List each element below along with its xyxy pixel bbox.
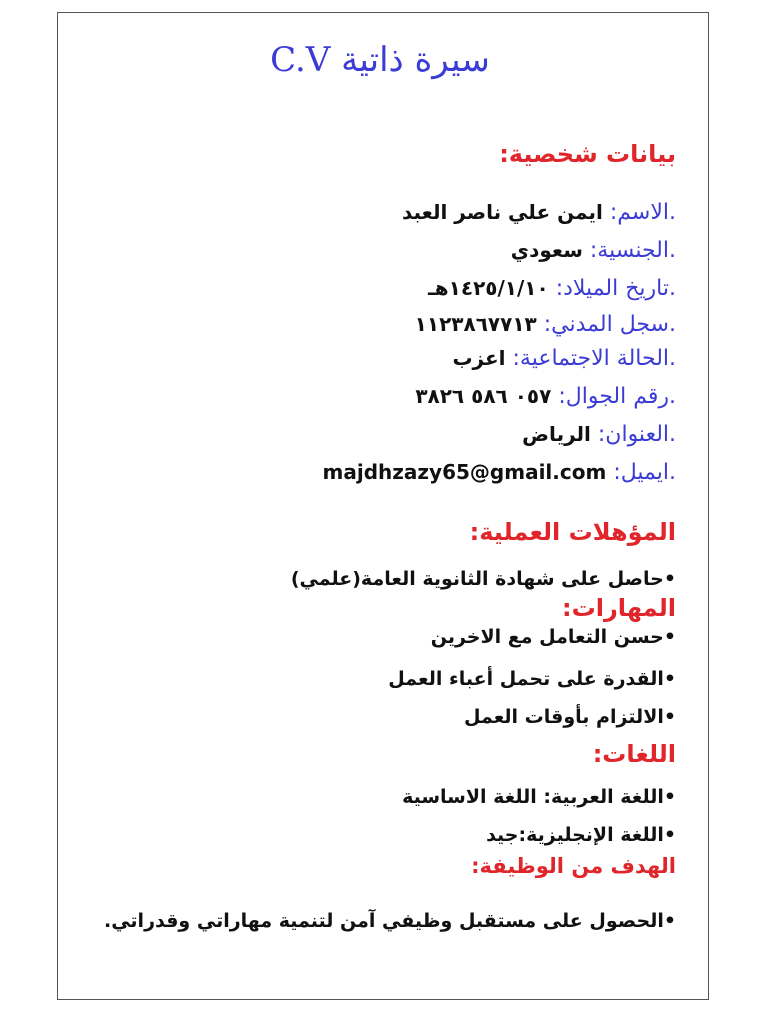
row-nationality: [511, 238, 676, 263]
skill-item: •حسن التعامل مع الاخرين: [430, 626, 676, 648]
row-value: ١٤٢٥/١/١٠هـ: [427, 276, 549, 300]
email-value: majdhzazy65@gmail.com: [322, 460, 607, 484]
row-mobile: [415, 384, 676, 409]
qualifications-heading: المؤهلات العملية:: [469, 518, 676, 546]
row-marital-status: [452, 346, 676, 371]
page-title: سيرة ذاتية C.V: [270, 40, 490, 80]
skill-item: •القدرة على تحمل أعباء العمل: [388, 668, 676, 690]
personal-heading: بيانات شخصية:: [499, 140, 676, 168]
row-value: الرياض: [522, 422, 591, 446]
row-value: ايمن علي ناصر العبد: [401, 200, 603, 224]
qualification-item: •حاصل على شهادة الثانوية العامة(علمي): [290, 568, 676, 590]
row-label: .الاسم:: [609, 200, 676, 225]
row-name: [402, 200, 676, 225]
language-item: •اللغة العربية: اللغة الاساسية: [402, 786, 676, 808]
row-civil-record: [415, 312, 676, 337]
row-email: [323, 460, 676, 485]
language-item: •اللغة الإنجليزية:جيد: [486, 824, 676, 846]
row-value: ٠٥٧ ٥٨٦ ٣٨٢٦: [415, 384, 552, 408]
skills-heading: المهارات:: [562, 594, 676, 622]
row-value: اعزب: [452, 346, 506, 370]
row-value: ١١٢٣٨٦٧٧١٣: [414, 312, 537, 336]
objective-heading: الهدف من الوظيفة:: [471, 854, 676, 878]
row-label: .رقم الجوال:: [558, 384, 676, 409]
row-label: .ايميل:: [613, 460, 676, 485]
row-value: سعودي: [510, 238, 583, 262]
row-label: .سجل المدني:: [543, 312, 676, 337]
row-birthdate: [428, 276, 676, 301]
row-label: .العنوان:: [597, 422, 676, 447]
skill-item: •الالتزام بأوقات العمل: [464, 706, 676, 728]
row-label: .الحالة الاجتماعية:: [512, 346, 676, 371]
objective-item: •الحصول على مستقبل وظيفي آمن لتنمية مهاراتي وقدراتي.: [103, 910, 676, 932]
languages-heading: اللغات:: [592, 740, 676, 768]
row-label: .تاريخ الميلاد:: [555, 276, 676, 301]
row-label: .الجنسية:: [589, 238, 676, 263]
row-address: [522, 422, 676, 447]
